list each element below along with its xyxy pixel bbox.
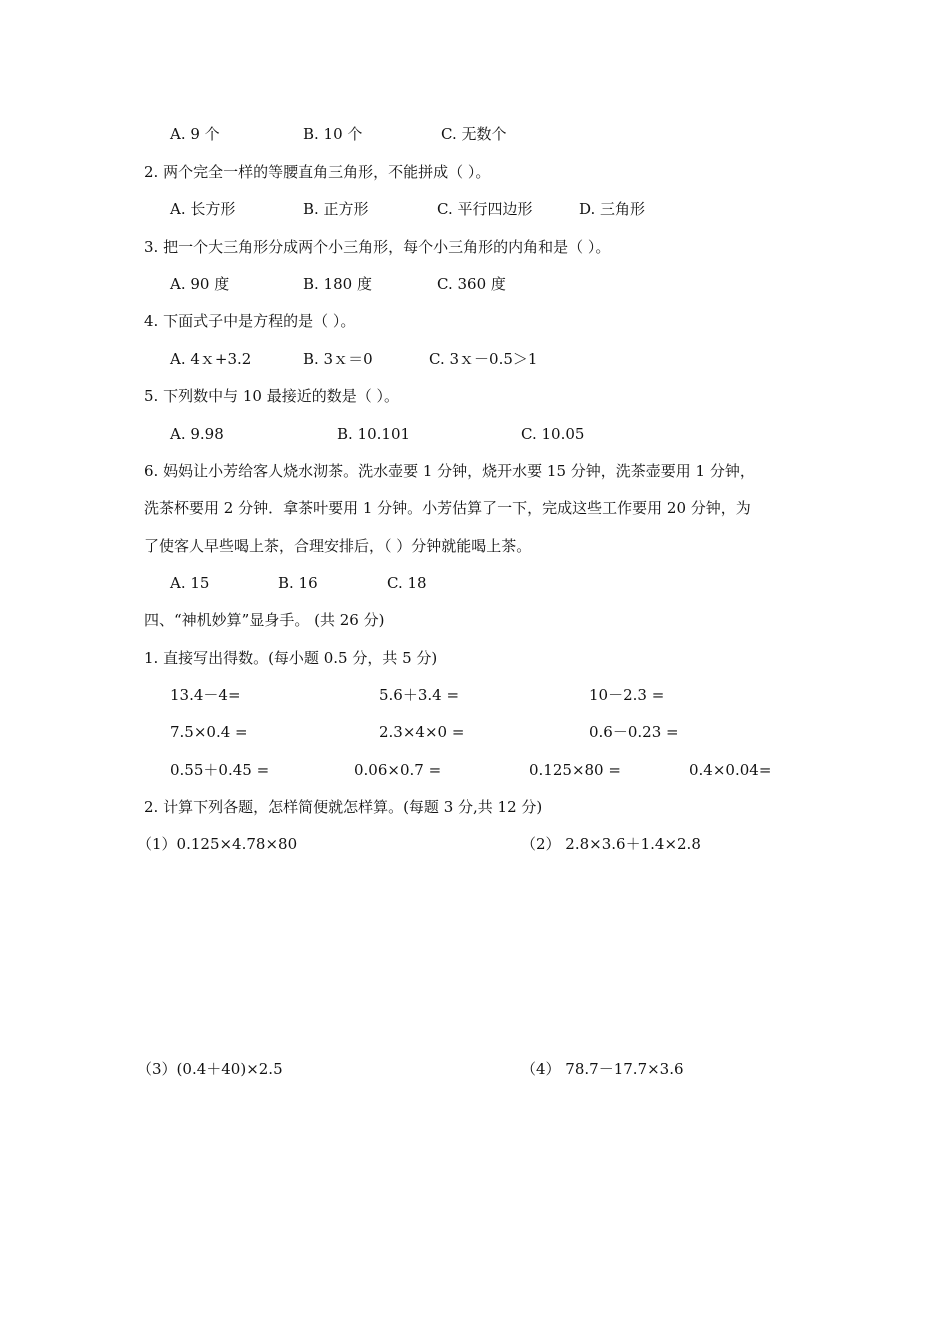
q5-option-b: B. 10.101 <box>337 425 411 443</box>
part-1-title: 1. 直接写出得数。(每小题 0.5 分，共 5 分) <box>144 649 438 667</box>
q4-stem: 4. 下面式子中是方程的是（ ）。 <box>144 312 356 330</box>
q2-option-c: C. 平行四边形 <box>437 200 533 218</box>
q5-option-a: A. 9.98 <box>170 425 224 443</box>
q2-option-b: B. 正方形 <box>303 200 369 218</box>
q5-option-c: C. 10.05 <box>521 425 585 443</box>
q6-option-c: C. 18 <box>387 574 427 592</box>
q2-option-d: D. 三角形 <box>579 200 646 218</box>
q6-option-b: B. 16 <box>278 574 318 592</box>
part-2-title: 2. 计算下列各题，怎样简便就怎样算。(每题 3 分,共 12 分) <box>144 798 543 816</box>
problem-4: （4） 78.7－17.7×3.6 <box>521 1060 684 1078</box>
problem-2: （2） 2.8×3.6＋1.4×2.8 <box>521 835 701 853</box>
q3-stem: 3. 把一个大三角形分成两个小三角形，每个小三角形的内角和是（ ）。 <box>144 238 611 256</box>
calc-item: 0.55＋0.45 = <box>170 761 270 779</box>
calc-item: 2.3×4×0 = <box>379 723 465 741</box>
calc-item: 10－2.3 = <box>589 686 665 704</box>
q1-option-b: B. 10 个 <box>303 125 363 143</box>
q4-option-c: C. 3ｘ－0.5＞1 <box>429 350 538 368</box>
q6-option-a: A. 15 <box>170 574 210 592</box>
q5-stem: 5. 下列数中与 10 最接近的数是（ ）。 <box>144 387 399 405</box>
q2-option-a: A. 长方形 <box>170 200 236 218</box>
problem-1: （1）0.125×4.78×80 <box>137 835 298 853</box>
q3-option-c: C. 360 度 <box>437 275 506 293</box>
calc-item: 0.06×0.7 = <box>354 761 442 779</box>
q3-option-a: A. 90 度 <box>170 275 230 293</box>
calc-item: 13.4－4= <box>170 686 241 704</box>
q1-option-c: C. 无数个 <box>441 125 507 143</box>
calc-item: 5.6＋3.4 = <box>379 686 460 704</box>
calc-item: 7.5×0.4 = <box>170 723 248 741</box>
q6-line-1: 6. 妈妈让小芳给客人烧水沏茶。洗水壶要 1 分钟，烧开水要 15 分钟，洗茶壶要用 1 分钟， <box>144 462 755 480</box>
q2-stem: 2. 两个完全一样的等腰直角三角形，不能拼成（ ）。 <box>144 163 491 181</box>
calc-item: 0.125×80 = <box>529 761 621 779</box>
section-4-title: 四、“神机妙算”显身手。 (共 26 分) <box>144 611 385 629</box>
q1-option-a: A. 9 个 <box>170 125 220 143</box>
q4-option-a: A. 4ｘ+3.2 <box>170 350 252 368</box>
q3-option-b: B. 180 度 <box>303 275 372 293</box>
q4-option-b: B. 3ｘ＝0 <box>303 350 373 368</box>
calc-item: 0.6－0.23 = <box>589 723 679 741</box>
calc-item: 0.4×0.04= <box>689 761 772 779</box>
problem-3: （3）(0.4＋40)×2.5 <box>137 1060 283 1078</box>
q6-line-2: 洗茶杯要用 2 分钟．拿茶叶要用 1 分钟。小芳估算了一下，完成这些工作要用 20 分钟，为 <box>144 499 751 517</box>
q6-line-3: 了使客人早些喝上茶，合理安排后，（ ）分钟就能喝上茶。 <box>144 537 532 555</box>
